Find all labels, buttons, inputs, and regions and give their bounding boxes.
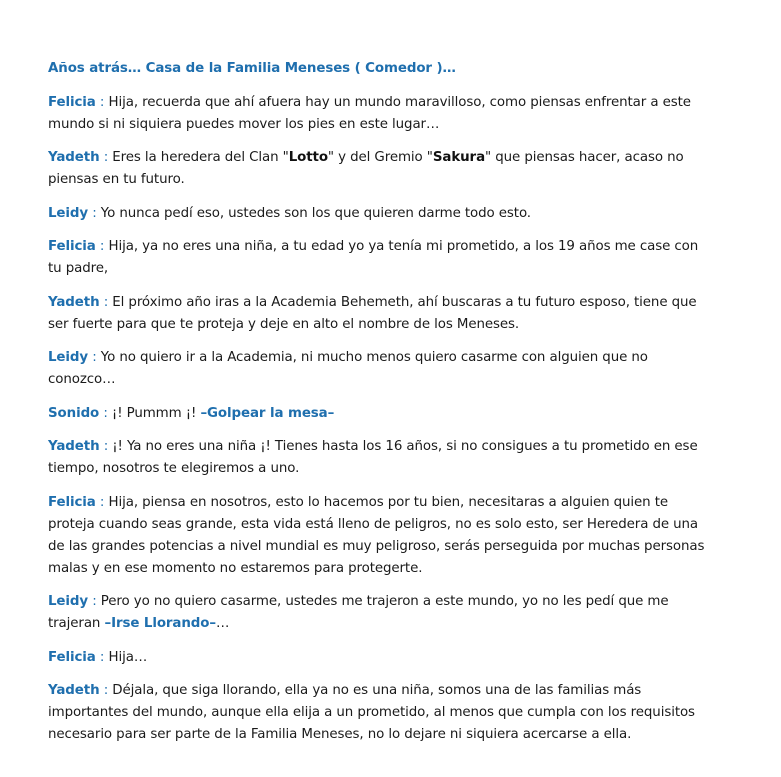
speaker-separator: : — [92, 594, 97, 609]
speaker-separator: : — [103, 294, 109, 310]
speaker-name: Leidy — [48, 594, 89, 609]
dialogue-line — [48, 292, 712, 336]
dialogue-text: Eres la heredera del Clan " — [112, 150, 289, 165]
dialogue-text: " y del Gremio " — [327, 150, 433, 165]
speaker-separator: : — [92, 350, 97, 365]
dialogue-text: El próximo año iras a la Academia Behemeth, ahí buscaras a tu futuro esposo, tiene que ser fuerte para que te proteja y deje en alto el nombre de los Meneses. — [48, 294, 697, 332]
scene-heading: Años atrás… Casa de la Familia Meneses ( Comedor )… — [48, 61, 456, 76]
speaker-separator: : — [103, 405, 108, 421]
dialogue-text: Hija, ya no eres una niña, a tu edad yo ya tenía mi prometido, a los 19 años me case con tu padre, — [48, 239, 699, 276]
dialogue-line — [48, 347, 712, 391]
speaker-name: Felicia — [48, 94, 96, 110]
speaker-separator: : — [103, 150, 109, 165]
dialogue-text: Pero yo no quiero casarme, ustedes me trajeron a este mundo, yo no les pedí que me trajeran — [48, 594, 669, 631]
dialogue-line — [48, 236, 712, 280]
speaker-name: Felicia — [48, 239, 96, 254]
dialogue-text: Déjala, que siga llorando, ella ya no es una niña, somos una de las familias más importantes del mundo, aunque ella elija a un prometido, al menos que cumpla con los requisitos necesario para ser parte de la Familia Meneses, no lo dejare ni siquiera acercarse a ella. — [48, 683, 695, 742]
dialogue-text: " que piensas hacer, acaso no piensas en tu futuro. — [48, 150, 684, 187]
dialogue-text: Hija, recuerda que ahí afuera hay un mundo maravilloso, como piensas enfrentar a este mundo si ni siquiera puedes mover los pies en este lugar… — [48, 94, 691, 132]
speaker-separator: : — [103, 683, 109, 698]
speaker-name: Yadeth — [48, 439, 100, 454]
sound-text: ¡! Pummm ¡! — [111, 405, 197, 421]
speaker-name: Yadeth — [48, 150, 100, 165]
speaker-name: Felicia — [48, 649, 96, 665]
speaker-name: Felicia — [48, 494, 96, 510]
speaker-separator: : — [99, 94, 105, 110]
dialogue-line — [48, 591, 712, 635]
speaker-separator: : — [99, 494, 105, 510]
dialogue-line — [48, 92, 712, 136]
dialogue-line — [48, 147, 712, 191]
speaker-separator: : — [99, 239, 105, 254]
dialogue-text: Yo nunca pedí eso, ustedes son los que quieren darme todo esto. — [100, 205, 531, 221]
speaker-separator: : — [99, 649, 105, 665]
stage-direction: –Golpear la mesa– — [200, 405, 335, 421]
speaker-name: Leidy — [48, 205, 89, 221]
dialogue-line — [48, 203, 712, 225]
speaker-name: Sonido — [48, 405, 100, 421]
document-page — [48, 58, 712, 758]
speaker-separator: : — [103, 439, 109, 454]
speaker-name: Yadeth — [48, 683, 100, 698]
dialogue-line — [48, 436, 712, 480]
dialogue-line — [48, 492, 712, 580]
dialogue-text: … — [215, 616, 230, 631]
guild-name: Sakura — [432, 150, 486, 165]
speaker-separator: : — [92, 205, 97, 221]
stage-direction: –Irse Llorando– — [104, 616, 216, 631]
dialogue-text: Hija, piensa en nosotros, esto lo hacemos por tu bien, necesitaras a alguien quien te proteja cuando seas grande, esta vida está lleno de peligros, no es solo esto, ser Heredera de una de las grandes potencias a nivel mundial es muy peligroso, serás perseguida por muchas personas malas y en ese momento no estaremos para protegerte. — [48, 494, 705, 576]
dialogue-text: Hija… — [108, 649, 148, 665]
speaker-name: Yadeth — [48, 294, 100, 310]
dialogue-text: Yo no quiero ir a la Academia, ni mucho menos quiero casarme con alguien que no conozco… — [48, 350, 648, 387]
clan-name: Lotto — [288, 150, 328, 165]
speaker-name: Leidy — [48, 350, 89, 365]
dialogue-text: ¡! Ya no eres una niña ¡! Tienes hasta los 16 años, si no consigues a tu prometido en ese tiempo, nosotros te elegiremos a uno. — [48, 439, 698, 476]
dialogue-line — [48, 403, 712, 425]
dialogue-line — [48, 680, 712, 746]
dialogue-line — [48, 647, 712, 669]
